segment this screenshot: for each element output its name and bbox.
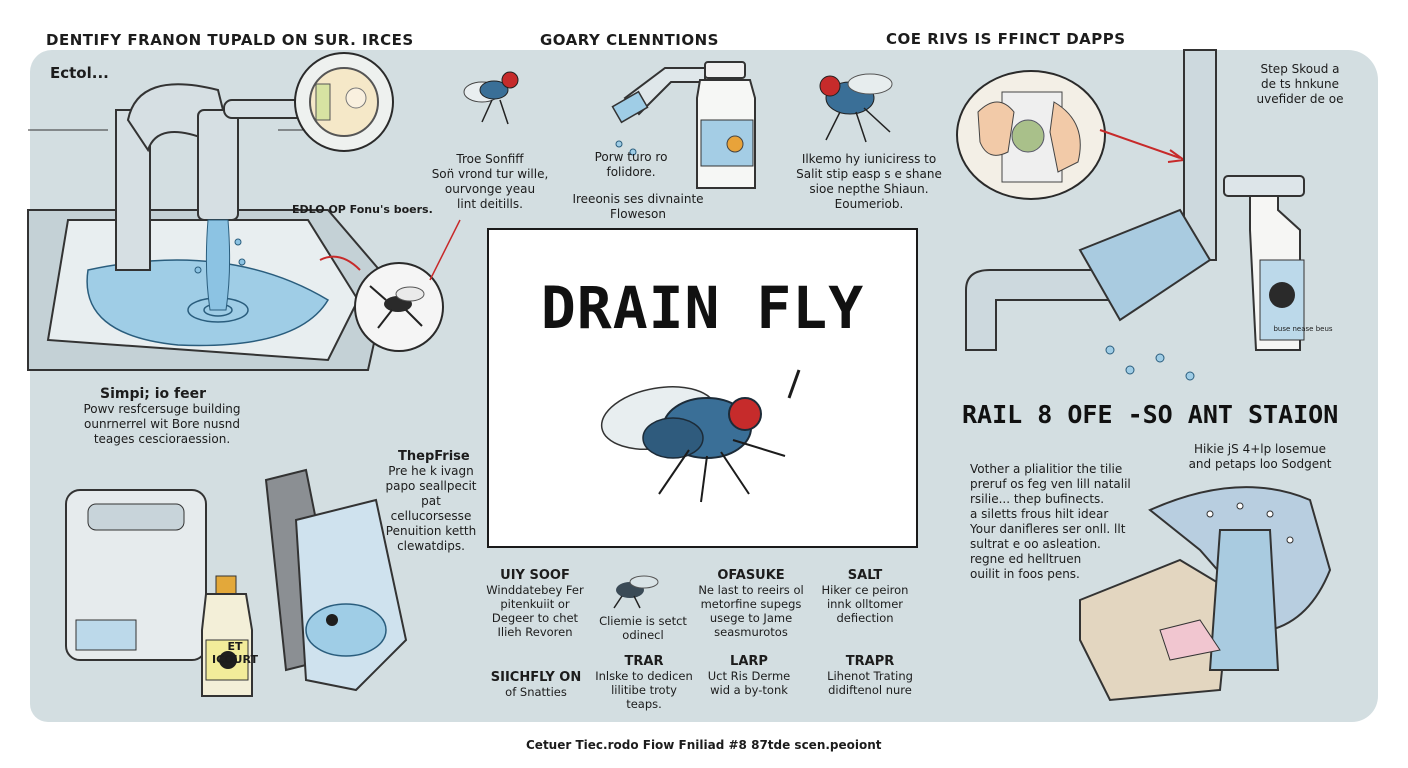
tip-8-heading: TRAPR — [845, 654, 895, 669]
note-right-b: Vother a plialitior the tilie preruf os feg ven lill natalil rsilie... thep bufinects. a siletts frous hilt idear Your danifleres ser onll. llt sultrat e oo asleation. regne ed helltruen ouilit in foos pens. — [970, 462, 1131, 581]
appliance-bottle-illustration — [56, 460, 496, 700]
drain-cover-icon — [296, 54, 392, 150]
footer-caption: Cetuer Tiec.rodo Fiow Fniliad #8 87tde scen.peoiont — [526, 738, 882, 752]
note-spray-sub: Ireeonis ses divnainte Floweson — [572, 192, 704, 221]
tip-5-body: of Snatties — [505, 685, 567, 699]
bottle-label: ET ICOURT — [212, 640, 258, 666]
fly-topmid-icon — [452, 62, 532, 132]
fly-topright-icon — [790, 66, 910, 146]
tip-4-heading: SALT — [847, 568, 883, 583]
tip-3-body: Ne last to reeirs ol metorfine supegs usege to Jame seasmurotos — [698, 583, 804, 639]
tip-8-body: Lihenot Trating didiftenol nure — [827, 669, 913, 697]
note-spray: Porw turo ro folidore. — [594, 150, 668, 179]
tip-2-body: Cliemie is setct odinecl — [599, 614, 687, 642]
tip-3 — [686, 568, 816, 639]
tip-6-body: Inlske to dedicen lilitibe troty teaps. — [595, 669, 693, 711]
note-tree: Troe Sonfiff Son̈ vrond tur wille, ourvonge yeau lint deitills. — [431, 152, 549, 211]
header-middle: GOARY CLENNTIONS — [540, 31, 719, 49]
tip-2 — [588, 614, 698, 642]
note-simple: Powv resfcersuge building ounrnerrel wit Bore nusnd teages cescioraession. — [83, 402, 241, 446]
note-simple-heading: Simpi; io feer — [100, 386, 207, 402]
tip-5-heading: SIICHFLY ON — [490, 670, 582, 685]
tip-3-heading: OFASUKE — [717, 568, 785, 583]
tip-4 — [810, 568, 920, 625]
tip-8 — [812, 654, 928, 697]
tip-6 — [584, 654, 704, 711]
page-title: DRAIN FLY — [540, 274, 865, 342]
note-right-a: Hikie jS 4+lp losemue and petaps loo Sodgent — [1188, 442, 1332, 471]
header-right: COE RIVS IS FFINCT DAPPS — [886, 30, 1126, 48]
note-sink-caption: EDLO OP Fonu's boers. — [292, 203, 433, 216]
note-flyside: Ilkemo hy iuniciress to Salit stip easp s e shane sioe nepthe Shiaun. Eoumeriob. — [796, 152, 942, 211]
note-top-right: Step Skoud a de ts hnkune uvefider de oe — [1256, 62, 1344, 106]
right-heading: RAIL 8 OFE -SO ANT STAION — [962, 400, 1339, 429]
spray-bottle-label: buse nease beus — [1273, 325, 1333, 333]
tip-6-heading: TRAR — [624, 654, 664, 669]
note-trap-heading: ThepFrise — [398, 449, 470, 464]
tip-1-heading: UIY SOOF — [500, 568, 570, 583]
box-sponge-illustration — [1070, 470, 1360, 710]
tip-1 — [480, 568, 590, 639]
tip-1-body: Winddatebey Fer pitenkuiit or Degeer to chet Ilieh Revoren — [486, 583, 584, 639]
tip-7-heading: LARP — [730, 654, 768, 669]
tip-7 — [694, 654, 804, 697]
note-trap: Pre he k ivagn papo seallpecit pat cellucorsesse Penuition ketth clewatdips. — [385, 464, 477, 553]
drain-fly-icon — [589, 370, 819, 510]
drain-cover-bubble — [294, 52, 394, 152]
tip-7-body: Uct Ris Derme wid a by-tonk — [707, 669, 791, 697]
center-card — [487, 228, 918, 548]
tip-4-body: Hiker ce peiron innk olltomer defiection — [821, 583, 909, 625]
header-left: DENTIFY FRANON TUPALD ON SUR. IRCES — [46, 31, 414, 49]
tiny-fly-icon — [600, 570, 670, 610]
corner-label: Ectol... — [50, 64, 109, 82]
